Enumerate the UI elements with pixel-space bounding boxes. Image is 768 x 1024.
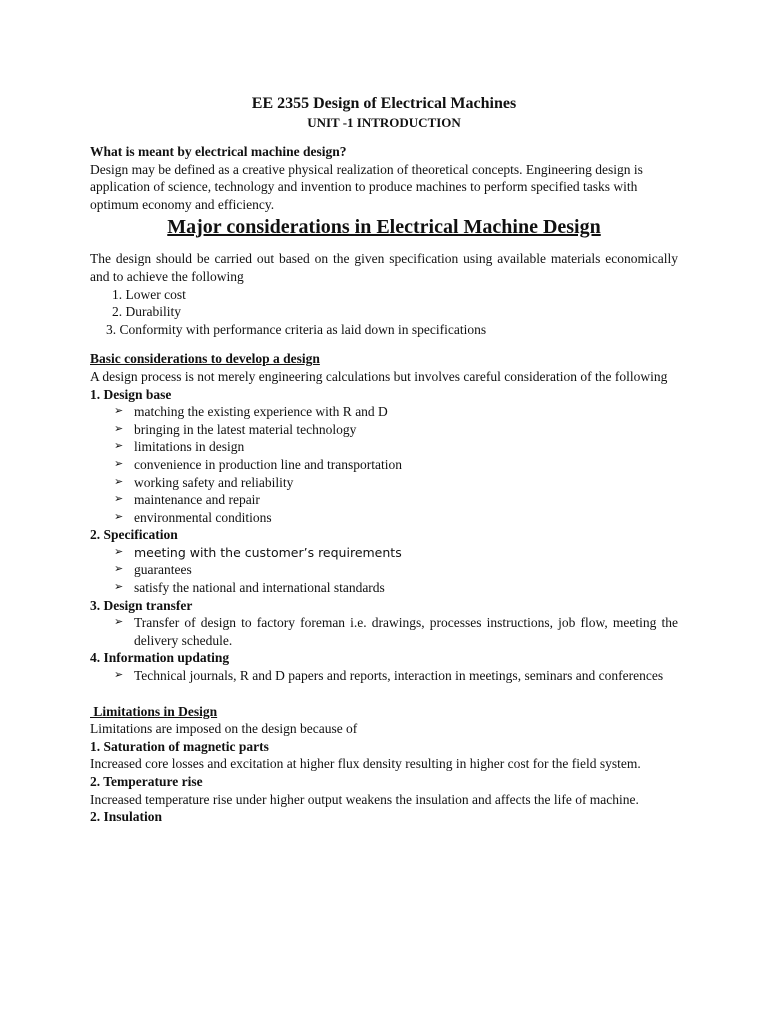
list-item: ➢ working safety and reliability [114, 474, 294, 490]
section-title-info-updating: 4. Information updating [90, 650, 230, 666]
arrow-bullet-icon: ➢ [114, 457, 124, 470]
question-heading: What is meant by electrical machine design? [90, 144, 347, 159]
limitation-title: 1. Saturation of magnetic parts [90, 738, 269, 754]
list-item: ➢ meeting with the customer’s requirements [114, 544, 402, 560]
limitation-title: 2. Temperature rise [90, 774, 203, 789]
goals-list [90, 286, 678, 339]
list-item: ➢ matching the existing experience with R and D [114, 404, 388, 420]
arrow-bullet-icon: ➢ [114, 669, 124, 682]
unit-subtitle: UNIT -1 INTRODUCTION [307, 115, 461, 130]
limitation-text: Increased core losses and excitation at higher flux density resulting in higher cost for the field system. [90, 756, 641, 772]
list-item: ➢ environmental conditions [114, 509, 272, 525]
arrow-bullet-icon: ➢ [114, 616, 124, 629]
definition-paragraph: Design may be defined as a creative physical realization of theoretical concepts. Engineering design is application of science, technology and invention to produce machines to perform specified tasks with optimum economy and efficiency. [90, 161, 643, 212]
list-item: ➢ guarantees [114, 562, 192, 578]
limitation-text: Increased temperature rise under higher output weakens the insulation and affects the life of machine. [90, 791, 639, 807]
limitation-title: 2. Insulation [90, 809, 163, 825]
list-item: ➢ Transfer of design to factory foreman i.e. drawings, processes instructions, job flow, meeting the delivery schedule. [114, 615, 678, 648]
arrow-bullet-icon: ➢ [114, 510, 124, 523]
section-title-design-base: 1. Design base [90, 386, 172, 402]
arrow-bullet-icon: ➢ [114, 475, 124, 488]
section-title-specification: 2. Specification [90, 527, 178, 543]
arrow-bullet-icon: ➢ [114, 422, 124, 435]
list-item: 2. Durability [112, 304, 181, 320]
list-item: ➢ limitations in design [114, 439, 245, 455]
design-base-list [90, 403, 678, 526]
list-item: ➢ Technical journals, R and D papers and reports, interaction in meetings, seminars and conferences [114, 668, 664, 684]
list-item: ➢ convenience in production line and transportation [114, 456, 403, 472]
arrow-bullet-icon: ➢ [114, 545, 124, 558]
document-title: EE 2355 Design of Electrical Machines [251, 95, 517, 112]
list-item: 1. Lower cost [112, 286, 186, 302]
major-heading: Major considerations in Electrical Machine Design [167, 216, 601, 239]
limitations-heading: Limitations in Design [90, 703, 218, 719]
document-content [90, 94, 678, 826]
info-updating-list [90, 667, 678, 685]
basic-intro: A design process is not merely engineering calculations but involves careful consideration of the following [90, 368, 668, 384]
list-item: ➢ satisfy the national and international standards [114, 580, 385, 596]
list-item: ➢ maintenance and repair [114, 492, 260, 508]
intro-paragraph: The design should be carried out based on the given specification using available materials economically and to achieve the following [90, 251, 678, 284]
arrow-bullet-icon: ➢ [114, 440, 124, 453]
section-title-design-transfer: 3. Design transfer [90, 597, 193, 613]
specification-list [90, 544, 678, 597]
arrow-bullet-icon: ➢ [114, 563, 124, 576]
design-transfer-list [90, 614, 678, 649]
arrow-bullet-icon: ➢ [114, 493, 124, 506]
arrow-bullet-icon: ➢ [114, 405, 124, 418]
list-item: 3. Conformity with performance criteria as laid down in specifications [106, 321, 487, 337]
basic-heading: Basic considerations to develop a design [90, 351, 320, 367]
limitations-intro: Limitations are imposed on the design because of [90, 721, 358, 737]
list-item: ➢ bringing in the latest material technology [114, 421, 357, 437]
arrow-bullet-icon: ➢ [114, 581, 124, 594]
